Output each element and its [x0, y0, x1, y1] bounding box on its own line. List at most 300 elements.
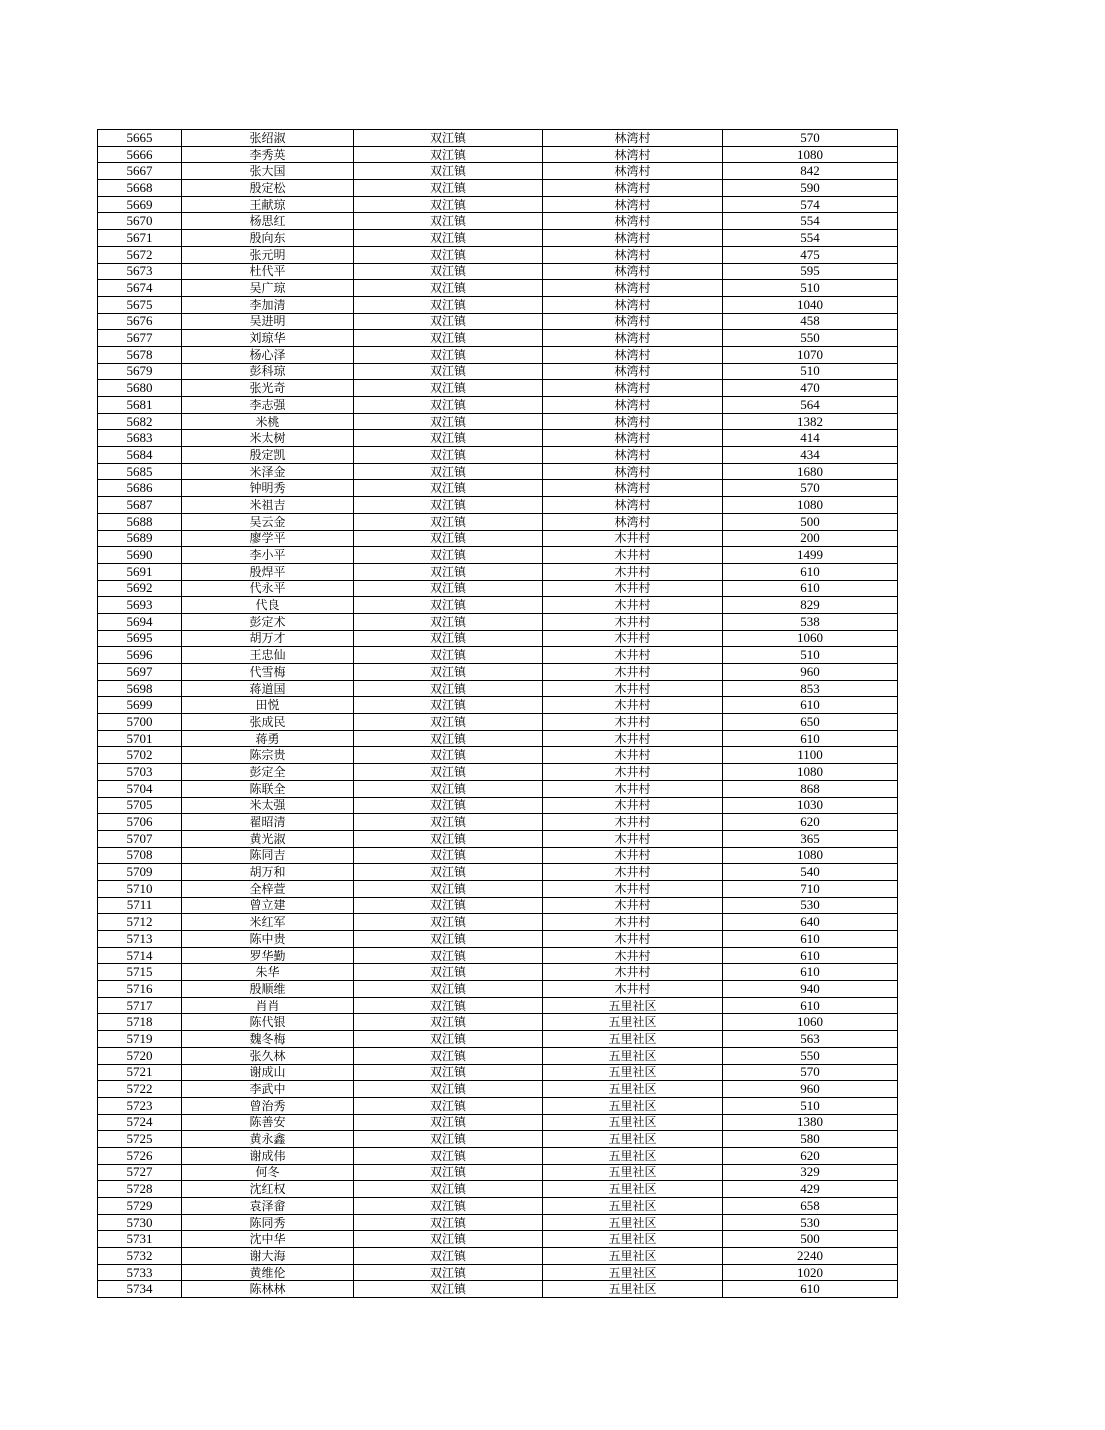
table-row [98, 880, 898, 897]
table-row [98, 914, 898, 931]
village-cell: 五里社区 [543, 1164, 723, 1181]
table-body [98, 130, 898, 1298]
amount-cell: 470 [723, 380, 898, 397]
amount-cell: 540 [723, 864, 898, 881]
amount-cell: 1080 [723, 146, 898, 163]
table-row [98, 1131, 898, 1148]
village-cell: 林湾村 [543, 397, 723, 414]
table-row [98, 1214, 898, 1231]
town-cell: 双江镇 [354, 313, 543, 330]
table-row [98, 964, 898, 981]
town-cell: 双江镇 [354, 547, 543, 564]
table-row [98, 363, 898, 380]
row-number-cell: 5714 [98, 947, 182, 964]
name-cell: 全梓萱 [182, 880, 354, 897]
table-row [98, 380, 898, 397]
row-number-cell: 5728 [98, 1181, 182, 1198]
town-cell: 双江镇 [354, 1281, 543, 1298]
row-number-cell: 5721 [98, 1064, 182, 1081]
table-row [98, 1114, 898, 1131]
town-cell: 双江镇 [354, 1164, 543, 1181]
town-cell: 双江镇 [354, 1081, 543, 1098]
town-cell: 双江镇 [354, 1114, 543, 1131]
village-cell: 木井村 [543, 764, 723, 781]
village-cell: 林湾村 [543, 313, 723, 330]
amount-cell: 1499 [723, 547, 898, 564]
row-number-cell: 5692 [98, 580, 182, 597]
amount-cell: 640 [723, 914, 898, 931]
row-number-cell: 5676 [98, 313, 182, 330]
table-row [98, 330, 898, 347]
name-cell: 沈红权 [182, 1181, 354, 1198]
amount-cell: 1070 [723, 346, 898, 363]
town-cell: 双江镇 [354, 797, 543, 814]
row-number-cell: 5700 [98, 714, 182, 731]
town-cell: 双江镇 [354, 981, 543, 998]
amount-cell: 1040 [723, 296, 898, 313]
name-cell: 曾治秀 [182, 1097, 354, 1114]
town-cell: 双江镇 [354, 880, 543, 897]
name-cell: 沈中华 [182, 1231, 354, 1248]
row-number-cell: 5672 [98, 246, 182, 263]
table-row [98, 497, 898, 514]
table-row [98, 997, 898, 1014]
name-cell: 黄维伦 [182, 1264, 354, 1281]
amount-cell: 414 [723, 430, 898, 447]
name-cell: 杨思红 [182, 213, 354, 230]
row-number-cell: 5701 [98, 730, 182, 747]
town-cell: 双江镇 [354, 246, 543, 263]
row-number-cell: 5725 [98, 1131, 182, 1148]
village-cell: 林湾村 [543, 430, 723, 447]
village-cell: 林湾村 [543, 163, 723, 180]
table-row [98, 1097, 898, 1114]
town-cell: 双江镇 [354, 1047, 543, 1064]
name-cell: 陈同吉 [182, 847, 354, 864]
name-cell: 田悦 [182, 697, 354, 714]
amount-cell: 329 [723, 1164, 898, 1181]
name-cell: 廖学平 [182, 530, 354, 547]
amount-cell: 510 [723, 1097, 898, 1114]
table-row [98, 463, 898, 480]
row-number-cell: 5704 [98, 780, 182, 797]
town-cell: 双江镇 [354, 730, 543, 747]
row-number-cell: 5669 [98, 196, 182, 213]
village-cell: 木井村 [543, 630, 723, 647]
table-row [98, 897, 898, 914]
village-cell: 五里社区 [543, 1147, 723, 1164]
amount-cell: 564 [723, 397, 898, 414]
table-row [98, 1081, 898, 1098]
town-cell: 双江镇 [354, 1064, 543, 1081]
amount-cell: 510 [723, 647, 898, 664]
village-cell: 林湾村 [543, 263, 723, 280]
table-row [98, 1164, 898, 1181]
name-cell: 彭定术 [182, 613, 354, 630]
row-number-cell: 5683 [98, 430, 182, 447]
village-cell: 五里社区 [543, 1214, 723, 1231]
name-cell: 米祖吉 [182, 497, 354, 514]
town-cell: 双江镇 [354, 447, 543, 464]
town-cell: 双江镇 [354, 480, 543, 497]
table-row [98, 730, 898, 747]
amount-cell: 610 [723, 947, 898, 964]
village-cell: 木井村 [543, 697, 723, 714]
row-number-cell: 5670 [98, 213, 182, 230]
table-row [98, 697, 898, 714]
name-cell: 王献琼 [182, 196, 354, 213]
village-cell: 木井村 [543, 964, 723, 981]
row-number-cell: 5733 [98, 1264, 182, 1281]
amount-cell: 960 [723, 664, 898, 681]
name-cell: 张绍淑 [182, 130, 354, 147]
village-cell: 五里社区 [543, 1181, 723, 1198]
row-number-cell: 5709 [98, 864, 182, 881]
row-number-cell: 5703 [98, 764, 182, 781]
town-cell: 双江镇 [354, 597, 543, 614]
amount-cell: 868 [723, 780, 898, 797]
amount-cell: 710 [723, 880, 898, 897]
row-number-cell: 5680 [98, 380, 182, 397]
town-cell: 双江镇 [354, 346, 543, 363]
town-cell: 双江镇 [354, 580, 543, 597]
row-number-cell: 5678 [98, 346, 182, 363]
village-cell: 木井村 [543, 547, 723, 564]
table-row [98, 1064, 898, 1081]
table-row [98, 1231, 898, 1248]
table-row [98, 764, 898, 781]
row-number-cell: 5666 [98, 146, 182, 163]
amount-cell: 530 [723, 897, 898, 914]
town-cell: 双江镇 [354, 180, 543, 197]
amount-cell: 530 [723, 1214, 898, 1231]
name-cell: 米太强 [182, 797, 354, 814]
table-row [98, 280, 898, 297]
town-cell: 双江镇 [354, 931, 543, 948]
amount-cell: 365 [723, 830, 898, 847]
town-cell: 双江镇 [354, 463, 543, 480]
table-row [98, 1248, 898, 1265]
name-cell: 何冬 [182, 1164, 354, 1181]
table-row [98, 714, 898, 731]
row-number-cell: 5691 [98, 563, 182, 580]
amount-cell: 1020 [723, 1264, 898, 1281]
table-row [98, 130, 898, 147]
town-cell: 双江镇 [354, 747, 543, 764]
village-cell: 五里社区 [543, 1231, 723, 1248]
village-cell: 五里社区 [543, 1264, 723, 1281]
row-number-cell: 5715 [98, 964, 182, 981]
village-cell: 五里社区 [543, 1081, 723, 1098]
amount-cell: 1382 [723, 413, 898, 430]
village-cell: 林湾村 [543, 280, 723, 297]
village-cell: 木井村 [543, 613, 723, 630]
row-number-cell: 5673 [98, 263, 182, 280]
amount-cell: 1380 [723, 1114, 898, 1131]
amount-cell: 960 [723, 1081, 898, 1098]
town-cell: 双江镇 [354, 330, 543, 347]
amount-cell: 853 [723, 680, 898, 697]
table-row [98, 1198, 898, 1215]
table-row [98, 397, 898, 414]
village-cell: 林湾村 [543, 130, 723, 147]
village-cell: 木井村 [543, 864, 723, 881]
table-row [98, 563, 898, 580]
amount-cell: 940 [723, 981, 898, 998]
town-cell: 双江镇 [354, 263, 543, 280]
name-cell: 彭定全 [182, 764, 354, 781]
amount-cell: 2240 [723, 1248, 898, 1265]
name-cell: 胡万才 [182, 630, 354, 647]
row-number-cell: 5724 [98, 1114, 182, 1131]
town-cell: 双江镇 [354, 196, 543, 213]
name-cell: 彭科琼 [182, 363, 354, 380]
row-number-cell: 5710 [98, 880, 182, 897]
village-cell: 五里社区 [543, 1014, 723, 1031]
village-cell: 木井村 [543, 797, 723, 814]
town-cell: 双江镇 [354, 1147, 543, 1164]
name-cell: 胡万和 [182, 864, 354, 881]
name-cell: 代良 [182, 597, 354, 614]
table-row [98, 630, 898, 647]
table-row [98, 146, 898, 163]
village-cell: 林湾村 [543, 246, 723, 263]
row-number-cell: 5705 [98, 797, 182, 814]
town-cell: 双江镇 [354, 430, 543, 447]
row-number-cell: 5731 [98, 1231, 182, 1248]
row-number-cell: 5716 [98, 981, 182, 998]
town-cell: 双江镇 [354, 714, 543, 731]
row-number-cell: 5706 [98, 814, 182, 831]
amount-cell: 475 [723, 246, 898, 263]
town-cell: 双江镇 [354, 230, 543, 247]
village-cell: 林湾村 [543, 363, 723, 380]
amount-cell: 563 [723, 1031, 898, 1048]
table-row [98, 296, 898, 313]
name-cell: 谢成山 [182, 1064, 354, 1081]
amount-cell: 510 [723, 363, 898, 380]
town-cell: 双江镇 [354, 1248, 543, 1265]
village-cell: 五里社区 [543, 1131, 723, 1148]
name-cell: 翟昭清 [182, 814, 354, 831]
town-cell: 双江镇 [354, 997, 543, 1014]
town-cell: 双江镇 [354, 1214, 543, 1231]
name-cell: 李秀英 [182, 146, 354, 163]
row-number-cell: 5702 [98, 747, 182, 764]
amount-cell: 570 [723, 130, 898, 147]
row-number-cell: 5699 [98, 697, 182, 714]
table-row [98, 530, 898, 547]
row-number-cell: 5682 [98, 413, 182, 430]
row-number-cell: 5723 [98, 1097, 182, 1114]
name-cell: 魏冬梅 [182, 1031, 354, 1048]
table-row [98, 430, 898, 447]
table-row [98, 263, 898, 280]
row-number-cell: 5690 [98, 547, 182, 564]
town-cell: 双江镇 [354, 380, 543, 397]
town-cell: 双江镇 [354, 680, 543, 697]
village-cell: 木井村 [543, 914, 723, 931]
row-number-cell: 5697 [98, 664, 182, 681]
village-cell: 木井村 [543, 814, 723, 831]
village-cell: 五里社区 [543, 1064, 723, 1081]
amount-cell: 550 [723, 330, 898, 347]
row-number-cell: 5727 [98, 1164, 182, 1181]
name-cell: 王忠仙 [182, 647, 354, 664]
row-number-cell: 5722 [98, 1081, 182, 1098]
name-cell: 殷顺维 [182, 981, 354, 998]
town-cell: 双江镇 [354, 914, 543, 931]
town-cell: 双江镇 [354, 1097, 543, 1114]
row-number-cell: 5665 [98, 130, 182, 147]
name-cell: 米红军 [182, 914, 354, 931]
row-number-cell: 5684 [98, 447, 182, 464]
row-number-cell: 5698 [98, 680, 182, 697]
name-cell: 蒋勇 [182, 730, 354, 747]
table-row [98, 213, 898, 230]
name-cell: 陈宗贵 [182, 747, 354, 764]
amount-cell: 580 [723, 1131, 898, 1148]
row-number-cell: 5694 [98, 613, 182, 630]
village-cell: 木井村 [543, 830, 723, 847]
village-cell: 五里社区 [543, 1248, 723, 1265]
table-row [98, 513, 898, 530]
village-cell: 木井村 [543, 530, 723, 547]
village-cell: 木井村 [543, 647, 723, 664]
table-row [98, 947, 898, 964]
town-cell: 双江镇 [354, 563, 543, 580]
town-cell: 双江镇 [354, 363, 543, 380]
name-cell: 陈代银 [182, 1014, 354, 1031]
town-cell: 双江镇 [354, 697, 543, 714]
table-row [98, 1047, 898, 1064]
name-cell: 代雪梅 [182, 664, 354, 681]
name-cell: 杜代平 [182, 263, 354, 280]
name-cell: 刘琼华 [182, 330, 354, 347]
amount-cell: 590 [723, 180, 898, 197]
row-number-cell: 5686 [98, 480, 182, 497]
village-cell: 木井村 [543, 563, 723, 580]
row-number-cell: 5712 [98, 914, 182, 931]
town-cell: 双江镇 [354, 130, 543, 147]
village-cell: 木井村 [543, 597, 723, 614]
name-cell: 张大国 [182, 163, 354, 180]
amount-cell: 1030 [723, 797, 898, 814]
table-row [98, 981, 898, 998]
table-row [98, 597, 898, 614]
row-number-cell: 5696 [98, 647, 182, 664]
town-cell: 双江镇 [354, 630, 543, 647]
village-cell: 林湾村 [543, 513, 723, 530]
town-cell: 双江镇 [354, 1181, 543, 1198]
name-cell: 杨心泽 [182, 346, 354, 363]
table-row [98, 196, 898, 213]
amount-cell: 434 [723, 447, 898, 464]
row-number-cell: 5687 [98, 497, 182, 514]
name-cell: 钟明秀 [182, 480, 354, 497]
amount-cell: 610 [723, 931, 898, 948]
row-number-cell: 5707 [98, 830, 182, 847]
amount-cell: 429 [723, 1181, 898, 1198]
village-cell: 五里社区 [543, 1114, 723, 1131]
row-number-cell: 5671 [98, 230, 182, 247]
row-number-cell: 5695 [98, 630, 182, 647]
table-row [98, 346, 898, 363]
amount-cell: 570 [723, 1064, 898, 1081]
village-cell: 五里社区 [543, 997, 723, 1014]
amount-cell: 458 [723, 313, 898, 330]
amount-cell: 650 [723, 714, 898, 731]
village-cell: 五里社区 [543, 1047, 723, 1064]
row-number-cell: 5717 [98, 997, 182, 1014]
town-cell: 双江镇 [354, 814, 543, 831]
row-number-cell: 5729 [98, 1198, 182, 1215]
name-cell: 罗华勤 [182, 947, 354, 964]
town-cell: 双江镇 [354, 664, 543, 681]
row-number-cell: 5720 [98, 1047, 182, 1064]
town-cell: 双江镇 [354, 847, 543, 864]
table-row [98, 613, 898, 630]
table-row [98, 163, 898, 180]
name-cell: 殷焊平 [182, 563, 354, 580]
name-cell: 殷定凯 [182, 447, 354, 464]
amount-cell: 1680 [723, 463, 898, 480]
name-cell: 李小平 [182, 547, 354, 564]
town-cell: 双江镇 [354, 613, 543, 630]
table-row [98, 1181, 898, 1198]
amount-cell: 610 [723, 580, 898, 597]
town-cell: 双江镇 [354, 146, 543, 163]
amount-cell: 510 [723, 280, 898, 297]
village-cell: 五里社区 [543, 1097, 723, 1114]
town-cell: 双江镇 [354, 497, 543, 514]
town-cell: 双江镇 [354, 397, 543, 414]
village-cell: 林湾村 [543, 380, 723, 397]
amount-cell: 842 [723, 163, 898, 180]
table-row [98, 647, 898, 664]
name-cell: 殷向东 [182, 230, 354, 247]
name-cell: 黄永鑫 [182, 1131, 354, 1148]
village-cell: 林湾村 [543, 196, 723, 213]
amount-cell: 200 [723, 530, 898, 547]
name-cell: 吴云金 [182, 513, 354, 530]
table-row [98, 680, 898, 697]
town-cell: 双江镇 [354, 163, 543, 180]
table-row [98, 664, 898, 681]
amount-cell: 658 [723, 1198, 898, 1215]
name-cell: 李志强 [182, 397, 354, 414]
town-cell: 双江镇 [354, 897, 543, 914]
village-cell: 木井村 [543, 780, 723, 797]
amount-cell: 500 [723, 1231, 898, 1248]
table-row [98, 1014, 898, 1031]
name-cell: 黄光淑 [182, 830, 354, 847]
row-number-cell: 5734 [98, 1281, 182, 1298]
village-cell: 木井村 [543, 580, 723, 597]
row-number-cell: 5693 [98, 597, 182, 614]
row-number-cell: 5674 [98, 280, 182, 297]
name-cell: 曾立建 [182, 897, 354, 914]
town-cell: 双江镇 [354, 830, 543, 847]
village-cell: 木井村 [543, 714, 723, 731]
village-cell: 林湾村 [543, 497, 723, 514]
town-cell: 双江镇 [354, 296, 543, 313]
row-number-cell: 5726 [98, 1147, 182, 1164]
name-cell: 张光奇 [182, 380, 354, 397]
amount-cell: 554 [723, 230, 898, 247]
amount-cell: 1100 [723, 747, 898, 764]
town-cell: 双江镇 [354, 647, 543, 664]
